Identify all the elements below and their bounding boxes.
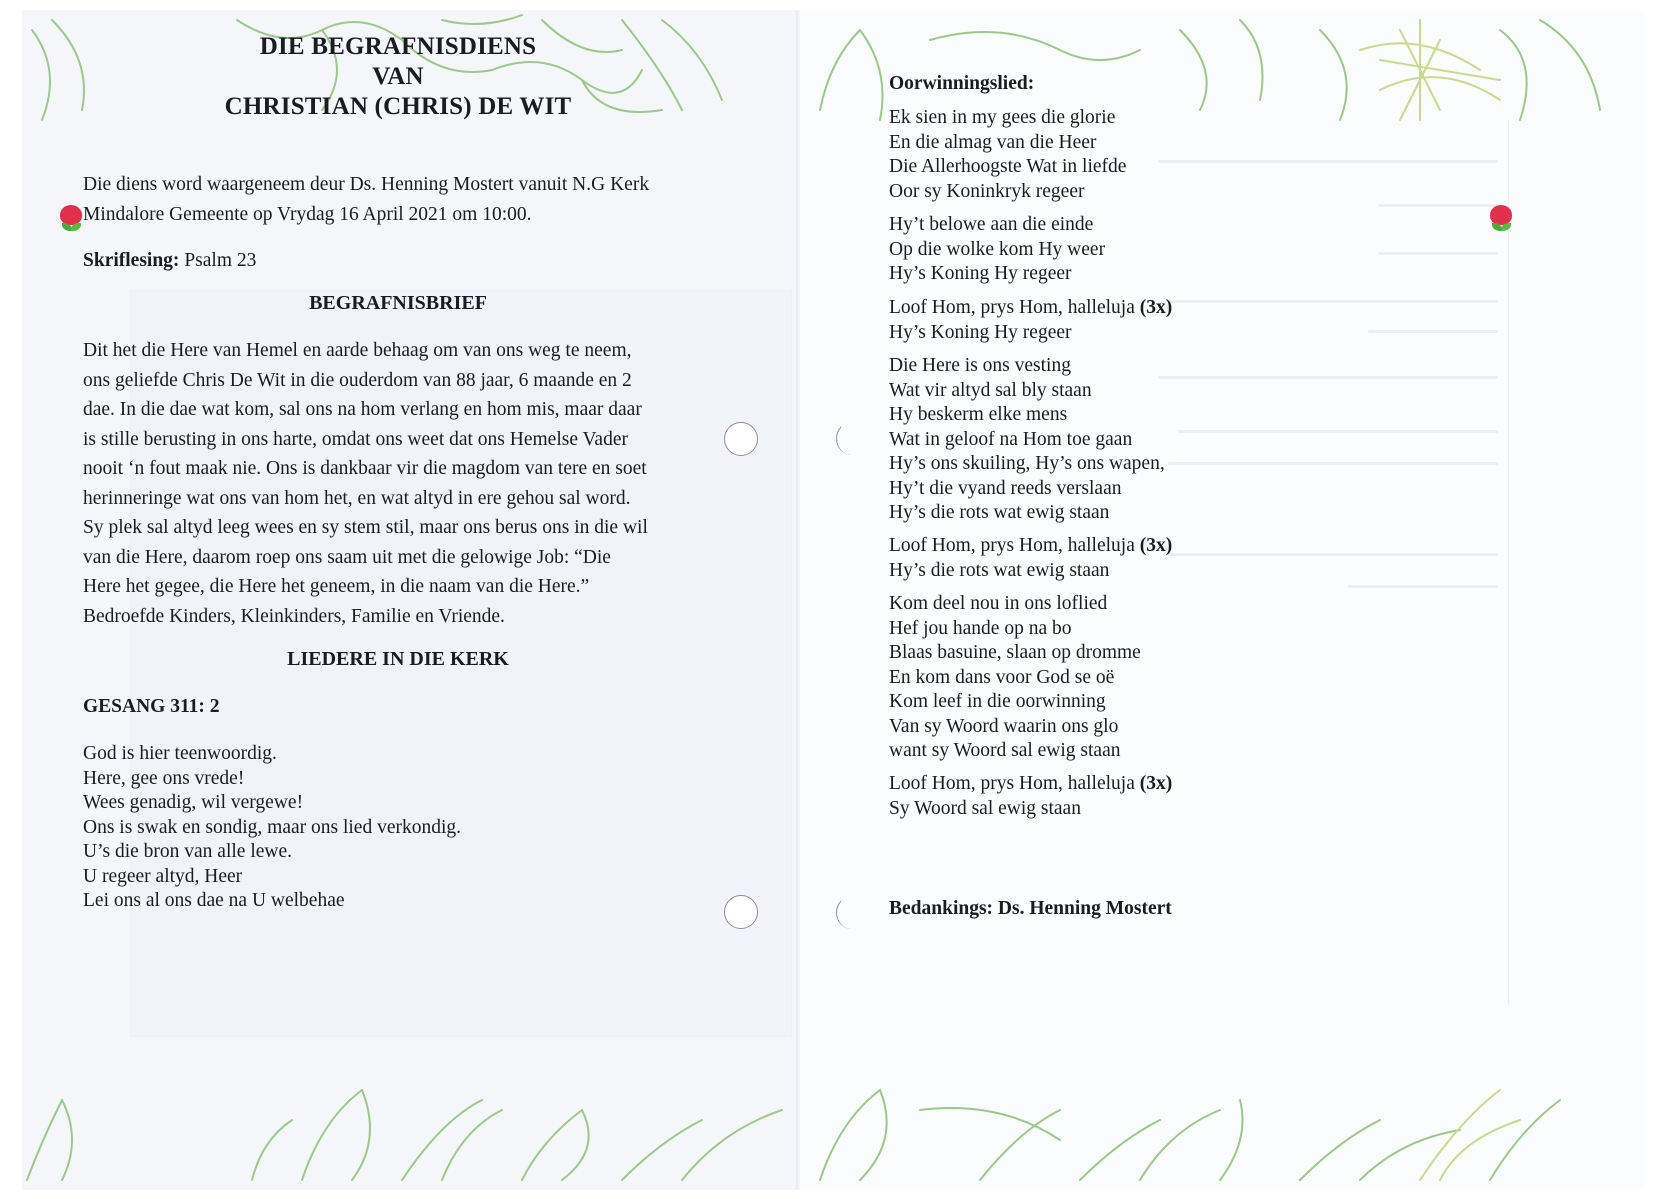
page-fold xyxy=(796,10,800,1190)
chorus-line: Sy Woord sal ewig staan xyxy=(889,797,1081,819)
verse-line: Hy’s die rots wat ewig staan xyxy=(889,502,1110,523)
letter-line: dae. In die dae wat kom, sal ons na hom verlang en hom mis, maar daar xyxy=(83,399,642,420)
song-chorus-3 xyxy=(889,772,1172,821)
hymn-line: U’s die bron van alle lewe. xyxy=(83,841,293,862)
verse-line: Wat in geloof na Hom toe gaan xyxy=(889,428,1133,450)
scripture-label: Skriflesing: xyxy=(83,250,180,271)
chorus-line: Loof Hom, prys Hom, halleluja xyxy=(889,535,1135,556)
hymn-line: Wees genadig, wil vergewe! xyxy=(83,792,304,813)
verse-line: Hy’s ons skuiling, Hy’s ons wapen, xyxy=(889,453,1165,474)
verse-line: Die Here is ons vesting xyxy=(889,355,1071,376)
intro-line: Die diens word waargeneem deur Ds. Henning Mostert vanuit N.G Kerk xyxy=(83,174,650,195)
song-chorus-1 xyxy=(889,296,1172,345)
verse-line: Hy’t die vyand reeds verslaan xyxy=(889,477,1122,499)
funeral-letter xyxy=(83,336,648,631)
chorus-line: Loof Hom, prys Hom, halleluja xyxy=(889,297,1135,318)
verse-line: Kom leef in die oorwinning xyxy=(889,691,1106,712)
hymn-title: GESANG 311: 2 xyxy=(83,696,220,717)
binder-hole-icon xyxy=(836,896,867,929)
rose-icon xyxy=(1486,205,1514,235)
rose-icon xyxy=(56,205,84,235)
hymn-text xyxy=(83,742,461,914)
chorus-repeat: (3x) xyxy=(1139,773,1173,794)
verse-line: Kom deel nou in ons loflied xyxy=(889,593,1108,614)
letter-line: herinneringe wat ons van hom het, en wat altyd in ere gehou sal word. xyxy=(83,487,631,509)
song-verse-2 xyxy=(889,213,1105,287)
chorus-line: Loof Hom, prys Hom, halleluja xyxy=(889,773,1135,794)
letter-line: is stille berusting in ons harte, omdat ons weet dat ons Hemelse Vader xyxy=(83,428,628,450)
verse-line: Hy’s Koning Hy regeer xyxy=(889,263,1072,284)
song-chorus-2 xyxy=(889,534,1172,583)
thanks-line: Bedankings: Ds. Henning Mostert xyxy=(889,898,1172,919)
verse-line: Oor sy Koninkryk regeer xyxy=(889,180,1085,202)
binder-hole-icon xyxy=(724,422,758,456)
chorus-repeat: (3x) xyxy=(1139,535,1173,556)
song-title: Oorwinningslied: xyxy=(889,73,1035,94)
songs-heading: LIEDERE IN DIE KERK xyxy=(287,648,509,670)
song-verse-3 xyxy=(889,354,1165,526)
scripture-value: Psalm 23 xyxy=(184,250,257,271)
title-line: CHRISTIAN (CHRIS) DE WIT xyxy=(224,93,572,120)
letter-line: ons geliefde Chris De Wit in die ouderdom van 88 jaar, 6 maande en 2 xyxy=(83,369,632,391)
verse-line: Van sy Woord waarin ons glo xyxy=(889,715,1119,737)
verse-line: Wat vir altyd sal bly staan xyxy=(889,379,1092,401)
title-line: VAN xyxy=(372,63,424,90)
letter-line: Bedroefde Kinders, Kleinkinders, Familie en Vriende. xyxy=(83,605,505,627)
verse-line: Op die wolke kom Hy weer xyxy=(889,238,1106,260)
verse-line: En die almag van die Heer xyxy=(889,131,1097,153)
chorus-line: Hy’s Koning Hy regeer xyxy=(889,321,1072,343)
verse-line: Hy beskerm elke mens xyxy=(889,404,1068,425)
scripture-reading xyxy=(83,246,256,276)
letter-heading: BEGRAFNISBRIEF xyxy=(309,292,487,314)
service-title xyxy=(22,32,774,122)
hymn-line: Lei ons al ons dae na U welbehae xyxy=(83,890,345,911)
intro-line: Mindalore Gemeente op Vrydag 16 April 2021 om 10:00. xyxy=(83,203,532,225)
hymn-line: U regeer altyd, Heer xyxy=(83,865,243,887)
verse-line: want sy Woord sal ewig staan xyxy=(889,740,1121,761)
chorus-line: Hy’s die rots wat ewig staan xyxy=(889,559,1110,581)
title-line: DIE BEGRAFNISDIENS xyxy=(259,33,537,60)
chorus-repeat: (3x) xyxy=(1139,297,1173,318)
hymn-line: Ons is swak en sondig, maar ons lied verkondig. xyxy=(83,816,462,838)
verse-line: Hef jou hande op na bo xyxy=(889,617,1072,639)
service-intro xyxy=(83,170,649,229)
song-verse-4 xyxy=(889,592,1141,764)
binder-hole-icon xyxy=(724,895,758,929)
letter-line: nooit ‘n fout maak nie. Ons is dankbaar vir die magdom van tere en soet xyxy=(83,458,647,479)
verse-line: Die Allerhoogste Wat in liefde xyxy=(889,156,1127,177)
hymn-line: Here, gee ons vrede! xyxy=(83,767,245,789)
binder-hole-icon xyxy=(836,422,867,455)
verse-line: Hy’t belowe aan die einde xyxy=(889,214,1094,235)
song-verse-1 xyxy=(889,106,1126,204)
letter-line: van die Here, daarom roep ons saam uit met die gelowige Job: “Die xyxy=(83,546,611,568)
verse-line: Ek sien in my gees die glorie xyxy=(889,107,1116,128)
verse-line: Blaas basuine, slaan op dromme xyxy=(889,642,1141,663)
verse-line: En kom dans voor God se oë xyxy=(889,666,1115,688)
letter-line: Here het gegee, die Here het geneem, in die naam van die Here.” xyxy=(83,576,590,597)
letter-line: Dit het die Here van Hemel en aarde behaag om van ons weg te neem, xyxy=(83,340,632,361)
hymn-line: God is hier teenwoordig. xyxy=(83,743,277,764)
letter-line: Sy plek sal altyd leeg wees en sy stem stil, maar ons berus ons in die wil xyxy=(83,517,648,538)
